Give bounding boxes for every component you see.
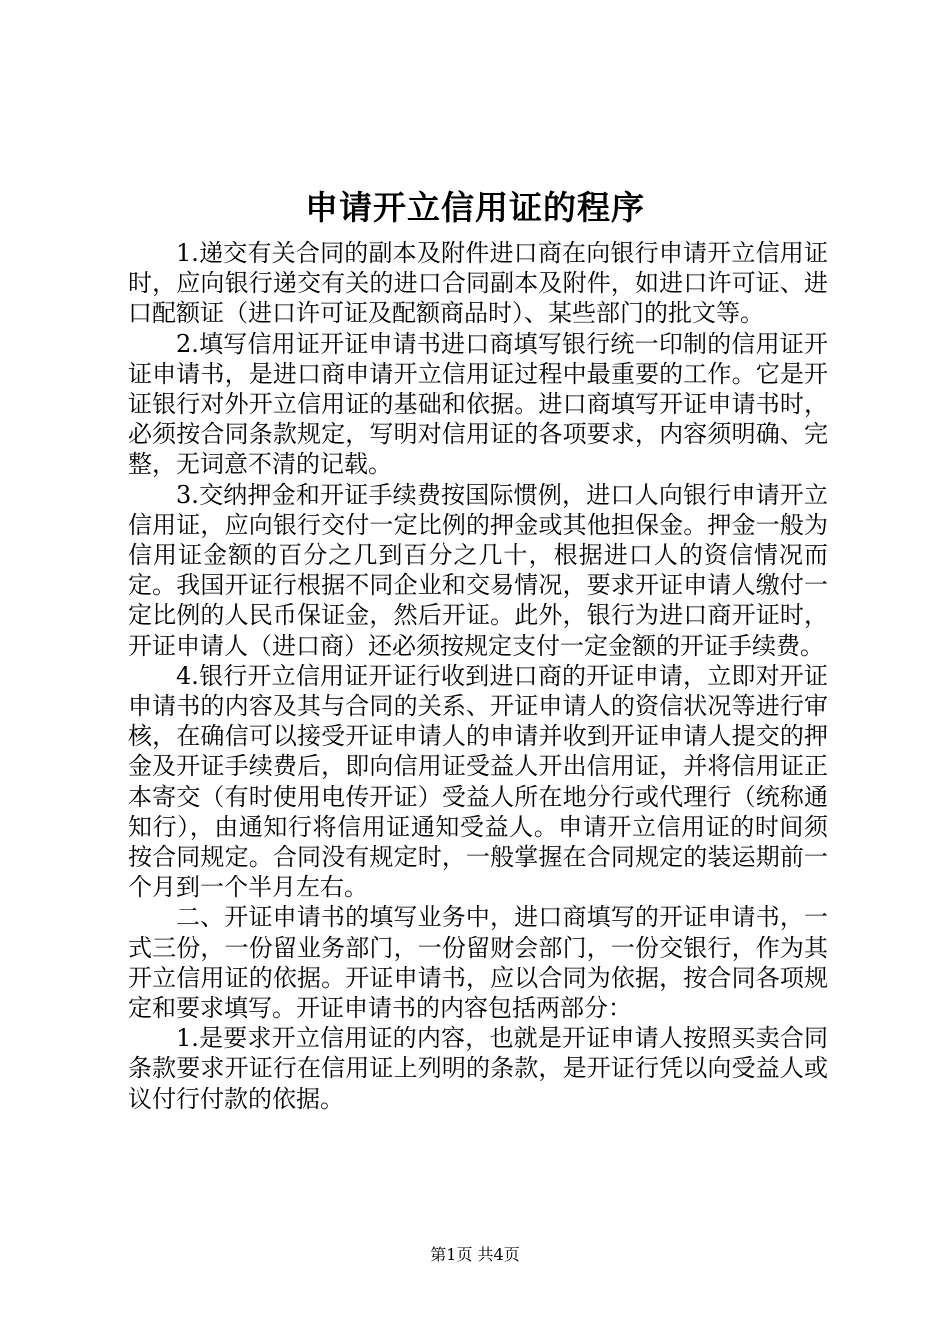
paragraph-1: 1.递交有关合同的副本及附件进口商在向银行申请开立信用证时，应向银行递交有关的进口合同副本及附件，如进口许可证、进口配额证（进口许可证及配额商品时）、某些部门的批文等。: [128, 239, 828, 328]
paragraph-3: 3.交纳押金和开证手续费按国际惯例，进口人向银行申请开立信用证，应向银行交付一定比例的押金或其他担保金。押金一般为信用证金额的百分之几到百分之几十，根据进口人的资信情况而定。我国开证行根据不同企业和交易情况，要求开证申请人缴付一定比例的人民币保证金，然后开证。此外，银行为进口商开证时，开证申请人（进口商）还必须按规定支付一定金额的开证手续费。: [128, 480, 828, 660]
paragraph-2: 2.填写信用证开证申请书进口商填写银行统一印制的信用证开证申请书，是进口商申请开立信用证过程中最重要的工作。它是开证银行对外开立信用证的基础和依据。进口商填写开证申请书时，必须按合同条款规定，写明对信用证的各项要求，内容须明确、完整，无词意不清的记载。: [128, 329, 828, 479]
paragraph-4: 4.银行开立信用证开证行收到进口商的开证申请，立即对开证申请书的内容及其与合同的关系、开证申请人的资信状况等进行审核，在确信可以接受开证申请人的申请并收到开证申请人提交的押金及开证手续费后，即向信用证受益人开出信用证，并将信用证正本寄交（有时使用电传开证）受益人所在地分行或代理行（统称通知行），由通知行将信用证通知受益人。申请开立信用证的时间须按合同规定。合同没有规定时，一般掌握在合同规定的装运期前一个月到一个半月左右。: [128, 661, 828, 902]
document-body: [128, 238, 828, 1114]
paragraph-5: 二、开证申请书的填写业务中，进口商填写的开证申请书，一式三份，一份留业务部门，一份留财会部门，一份交银行，作为其开立信用证的依据。开证申请书，应以合同为依据，按合同各项规定和要求填写。开证申请书的内容包括两部分：: [128, 903, 828, 1023]
page-number-footer: 第1页 共4页: [430, 1245, 520, 1264]
document-title: 申请开立信用证的程序: [305, 188, 645, 227]
paragraph-6: 1.是要求开立信用证的内容，也就是开证申请人按照买卖合同条款要求开证行在信用证上列明的条款，是开证行凭以向受益人或议付行付款的依据。: [128, 1024, 828, 1113]
